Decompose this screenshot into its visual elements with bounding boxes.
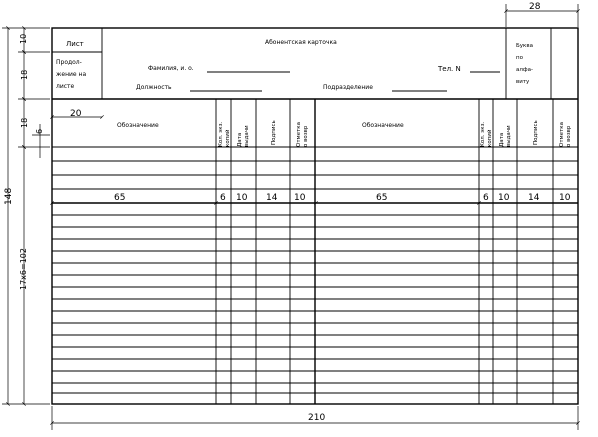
dim-date-right: 10 — [498, 193, 510, 203]
column-headers — [117, 120, 572, 147]
dim-return-left: 10 — [294, 193, 306, 203]
department-label: Подразделение — [323, 84, 373, 91]
designation-header-right: Обозначение — [362, 122, 404, 129]
dim-return-right: 10 — [559, 193, 571, 203]
dim-total-width: 210 — [308, 413, 326, 423]
dim-copies-right: 6 — [483, 193, 489, 203]
signature-header-right: Подпись — [533, 120, 539, 145]
return-header-right-1: Отметка — [559, 122, 565, 147]
signature-header-left: Подпись — [271, 120, 277, 145]
dim-signature-left: 14 — [266, 193, 278, 203]
surname-label: Фамилия, и. о. — [148, 65, 194, 72]
alphabet-letter-label-4: виту — [516, 79, 530, 85]
dim-table-header: 18 — [20, 117, 29, 128]
alphabet-letter-label-1: Буква — [516, 43, 533, 49]
return-header-right-2: о возвр — [566, 125, 572, 147]
date-header-left-2: выдачи — [244, 125, 250, 147]
dim-rows-height: 17x6=102 — [19, 248, 28, 290]
sheet-label: Лист — [66, 40, 84, 48]
date-header-left-1: Дата — [237, 132, 243, 147]
phone-label: Тел. N — [438, 65, 461, 73]
dim-first-col: 20 — [70, 109, 82, 119]
copies-header-right-1: Кол. экз. — [480, 121, 486, 147]
copies-header-left-2: копий — [225, 129, 231, 147]
dimension-labels — [4, 2, 571, 423]
date-header-right-1: Дата — [499, 132, 505, 147]
dim-designation-left: 65 — [114, 193, 126, 203]
return-header-left-2: о возвр — [303, 125, 309, 147]
dim-copies-left: 6 — [220, 193, 226, 203]
continuation-label-2: жение на — [56, 71, 87, 78]
dim-designation-right: 65 — [376, 193, 388, 203]
dim-signature-right: 14 — [528, 193, 540, 203]
dim-header-row1: 10 — [19, 33, 28, 44]
copies-header-right-2: копий — [487, 129, 493, 147]
copies-header-left-1: Кол. экз. — [218, 121, 224, 147]
dim-date-left: 10 — [236, 193, 248, 203]
card-header — [52, 28, 551, 99]
position-label: Должность — [136, 84, 172, 91]
alphabet-letter-label-2: по — [516, 55, 523, 61]
continuation-label-3: листе — [56, 83, 75, 90]
dim-total-height: 148 — [4, 187, 14, 205]
dim-subrow: 6 — [35, 128, 44, 134]
card-title: Абонентская карточка — [265, 39, 337, 46]
return-header-left-1: Отметка — [296, 122, 302, 147]
date-header-right-2: выдачи — [506, 125, 512, 147]
dim-top-right: 28 — [529, 2, 541, 12]
alphabet-letter-label-3: алфа- — [516, 67, 533, 73]
continuation-label-1: Продол- — [56, 59, 82, 66]
dim-header-row2: 18 — [20, 69, 29, 80]
designation-header-left: Обозначение — [117, 122, 159, 129]
